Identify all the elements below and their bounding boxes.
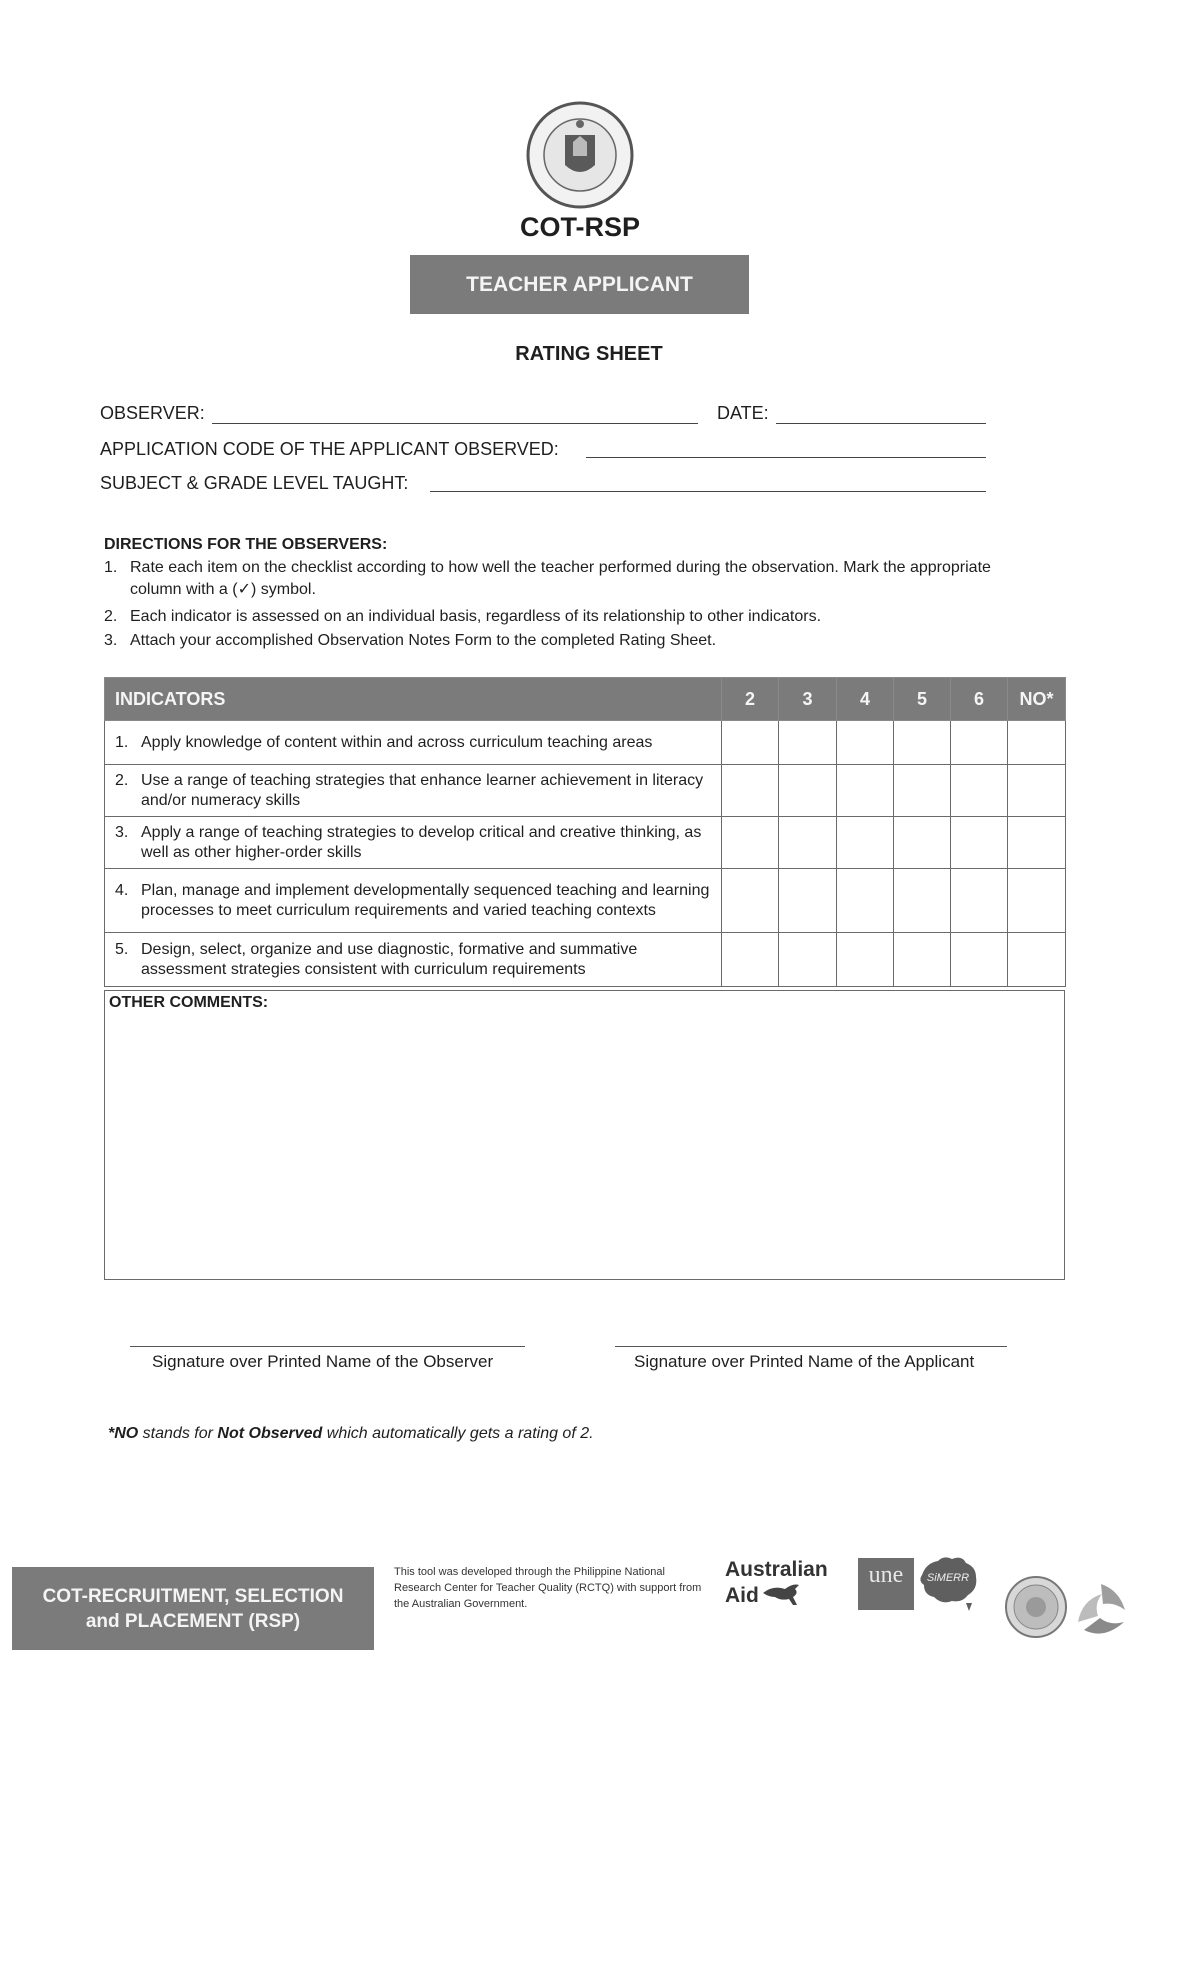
rating-cell[interactable] (837, 765, 894, 817)
table-header-row (105, 678, 1066, 721)
teacher-applicant-banner: TEACHER APPLICANT (410, 255, 749, 314)
other-comments-label: OTHER COMMENTS: (109, 994, 269, 1011)
kangaroo-icon (759, 1579, 809, 1605)
column-header-rating: 2 (722, 678, 779, 721)
simerr-australia-logo (916, 1555, 980, 1615)
application-code-field[interactable] (586, 457, 986, 458)
rating-cell[interactable] (894, 721, 951, 765)
rating-cell[interactable] (894, 869, 951, 933)
une-logo: une (858, 1558, 914, 1610)
australian-aid-logo: Australian Aid (725, 1558, 828, 1607)
rating-cell[interactable] (779, 869, 837, 933)
rating-cell[interactable] (1008, 869, 1066, 933)
table-row (105, 721, 1066, 765)
subject-grade-label: SUBJECT & GRADE LEVEL TAUGHT: (100, 473, 409, 493)
applicant-signature-line[interactable] (615, 1346, 1007, 1347)
partner-ribbon-logo (1070, 1578, 1132, 1640)
rating-cell[interactable] (837, 817, 894, 869)
subject-grade-field[interactable] (430, 491, 986, 492)
indicator-cell: 3. Apply a range of teaching strategies to develop critical and creative thinking, as well as other higher-order skills (105, 817, 722, 869)
directions-heading: DIRECTIONS FOR THE OBSERVERS: (104, 536, 388, 553)
indicator-cell: 5. Design, select, organize and use diagnostic, formative and summative assessment strategies consistent with curriculum requirements (105, 933, 722, 987)
column-header-rating: 4 (837, 678, 894, 721)
rating-cell[interactable] (779, 765, 837, 817)
indicator-cell: 2. Use a range of teaching strategies that enhance learner achievement in literacy and/or numeracy skills (105, 765, 722, 817)
rating-cell[interactable] (722, 869, 779, 933)
rating-cell[interactable] (894, 817, 951, 869)
deped-seal-logo (525, 100, 635, 210)
footer-banner-line: COT-RECRUITMENT, SELECTION (42, 1585, 344, 1607)
rating-cell[interactable] (837, 933, 894, 987)
column-header-rating: 6 (951, 678, 1008, 721)
column-header-rating: 3 (779, 678, 837, 721)
rating-cell[interactable] (1008, 933, 1066, 987)
footer-credit-text: This tool was developed through the Philippine National Research Center for Teacher Quality (RCTQ) with support from the Australian Government. (394, 1566, 702, 1610)
direction-item: 1. Rate each item on the checklist according to how well the teacher performed during the observation. Mark the appropriate column with a (✓) symbol. (104, 559, 991, 598)
rating-cell[interactable] (951, 765, 1008, 817)
rating-cell[interactable] (1008, 817, 1066, 869)
rating-cell[interactable] (837, 869, 894, 933)
rating-cell[interactable] (722, 721, 779, 765)
other-comments-box[interactable] (104, 990, 1065, 1280)
svg-text:SiMERR: SiMERR (926, 1572, 970, 1584)
table-row (105, 869, 1066, 933)
table-row (105, 933, 1066, 987)
column-header-indicators: INDICATORS (105, 678, 722, 721)
indicator-cell: 4. Plan, manage and implement developmentally sequenced teaching and learning processes to meet curriculum requirements and varied teaching contexts (105, 869, 722, 933)
rating-cell[interactable] (951, 721, 1008, 765)
rating-cell[interactable] (894, 933, 951, 987)
observer-field[interactable] (212, 423, 698, 424)
rating-cell[interactable] (779, 721, 837, 765)
rating-cell[interactable] (722, 765, 779, 817)
rating-cell[interactable] (722, 933, 779, 987)
rating-cell[interactable] (779, 817, 837, 869)
footer-rsp-banner (12, 1567, 374, 1650)
direction-item: 3. Attach your accomplished Observation Notes Form to the completed Rating Sheet. (104, 632, 717, 649)
rating-cell[interactable] (951, 817, 1008, 869)
rating-sheet-subtitle: RATING SHEET (515, 343, 663, 365)
rating-cell[interactable] (779, 933, 837, 987)
date-label: DATE: (717, 403, 769, 423)
not-observed-note: *NO stands for Not Observed which automatically gets a rating of 2. (108, 1425, 594, 1442)
rating-cell[interactable] (894, 765, 951, 817)
direction-item: 2. Each indicator is assessed on an individual basis, regardless of its relationship to other indicators. (104, 608, 822, 625)
column-header-rating: 5 (894, 678, 951, 721)
rating-cell[interactable] (951, 933, 1008, 987)
page-title: COT-RSP (519, 212, 640, 242)
rating-cell[interactable] (1008, 765, 1066, 817)
indicator-cell: 1. Apply knowledge of content within and across curriculum teaching areas (105, 721, 722, 765)
rating-cell[interactable] (837, 721, 894, 765)
applicant-signature-label: Signature over Printed Name of the Applicant (634, 1352, 975, 1371)
observer-label: OBSERVER: (100, 403, 205, 423)
date-field[interactable] (776, 423, 986, 424)
rating-cell[interactable] (1008, 721, 1066, 765)
table-row (105, 765, 1066, 817)
rctq-seal-logo (1004, 1575, 1068, 1639)
column-header-not-observed: NO* (1008, 678, 1066, 721)
rating-cell[interactable] (722, 817, 779, 869)
table-row (105, 817, 1066, 869)
footer-banner-line: and PLACEMENT (RSP) (85, 1610, 301, 1632)
observer-signature-label: Signature over Printed Name of the Observer (152, 1352, 494, 1371)
rating-cell[interactable] (951, 869, 1008, 933)
application-code-label: APPLICATION CODE OF THE APPLICANT OBSERVED: (100, 439, 559, 459)
observer-signature-line[interactable] (130, 1346, 525, 1347)
rating-table (104, 677, 1066, 987)
